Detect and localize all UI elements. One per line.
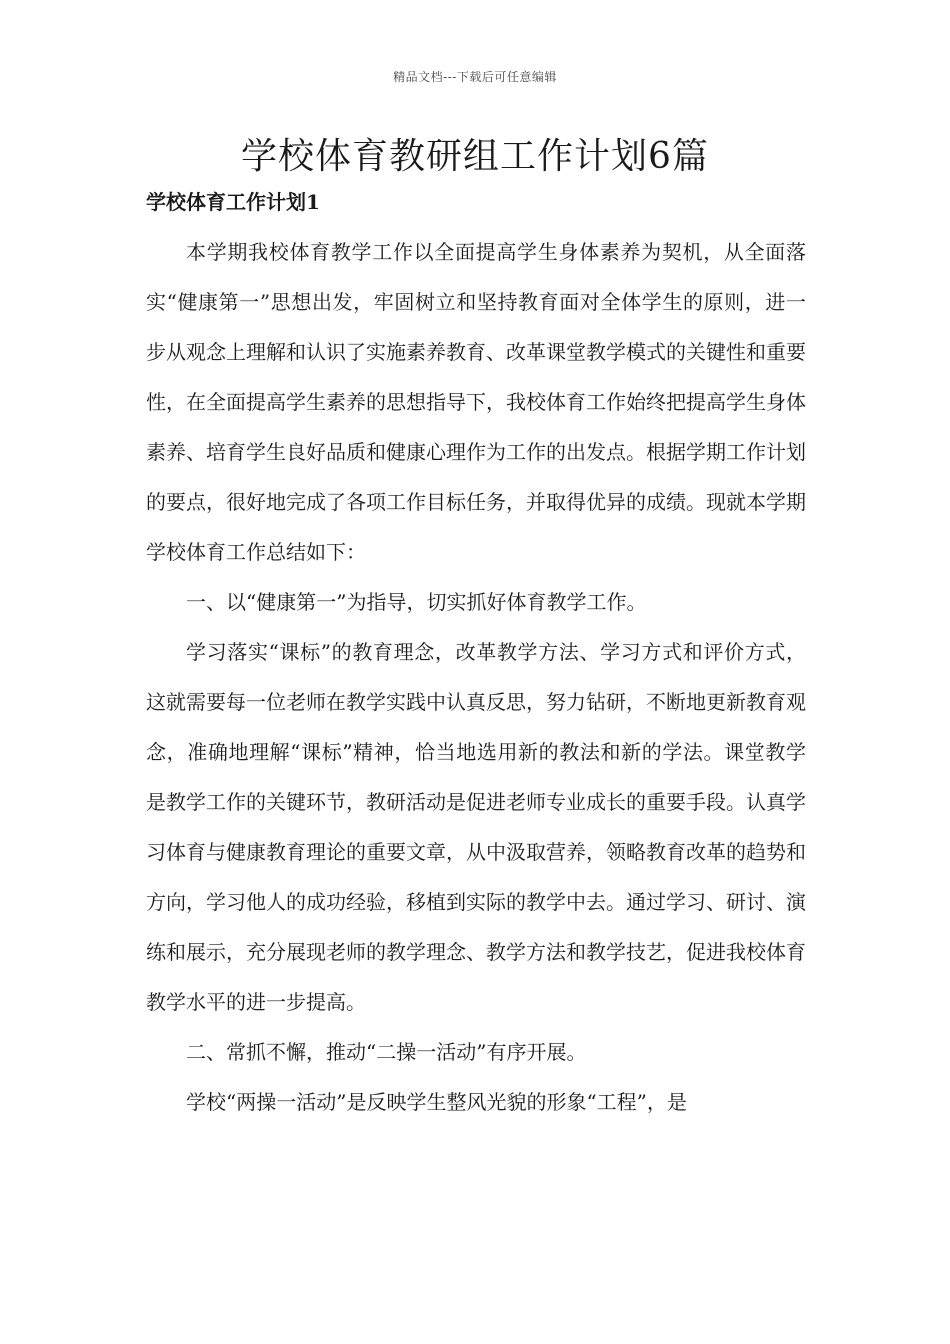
paragraph-teaching: 学习落实“课标”的教育理念，改革教学方法、学习方式和评价方式，这就需要每一位老师在教学实践中认真反思，努力钻研，不断地更新教育观念，准确地理解“课标”精神，恰当地选用新的教法和新的学法。课堂教学是教学工作的关键环节，教研活动是促进老师专业成长的重要手段。认真学习体育与健康教育理论的重要文章，从中汲取营养，领略教育改革的趋势和方向，学习他人的成功经验，移植到实际的教学中去。通过学习、研讨、演练和展示，充分展现老师的教学理念、教学方法和教学技艺，促进我校体育教学水平的进一步提高。 — [146, 640, 806, 1014]
section-heading: 学校体育工作计划1 — [146, 190, 320, 214]
document-title: 学校体育教研组工作计划6篇 — [241, 136, 709, 177]
paragraph-exercises: 学校“两操一活动”是反映学生整风光貌的形象“工程”，是 — [186, 1090, 687, 1114]
paragraph-intro: 本学期我校体育教学工作以全面提高学生身体素养为契机，从全面落实“健康第一”思想出发，牢固树立和坚持教育面对全体学生的原则，进一步从观念上理解和认识了实施素养教育、改革课堂教学模式的关键性和重要性，在全面提高学生素养的思想指导下，我校体育工作始终把提高学生身体素养、培育学生良好品质和健康心理作为工作的出发点。根据学期工作计划的要点，很好地完成了各项工作目标任务，并取得优异的成绩。现就本学期学校体育工作总结如下： — [146, 240, 806, 564]
document-body — [146, 227, 806, 1127]
page-header: 精品文档---下载后可任意编辑 — [393, 70, 557, 84]
paragraph-heading-two: 二、常抓不懈，推动“二操一活动”有序开展。 — [186, 1040, 587, 1064]
paragraph-heading-one: 一、以“健康第一”为指导，切实抓好体育教学工作。 — [186, 590, 647, 614]
